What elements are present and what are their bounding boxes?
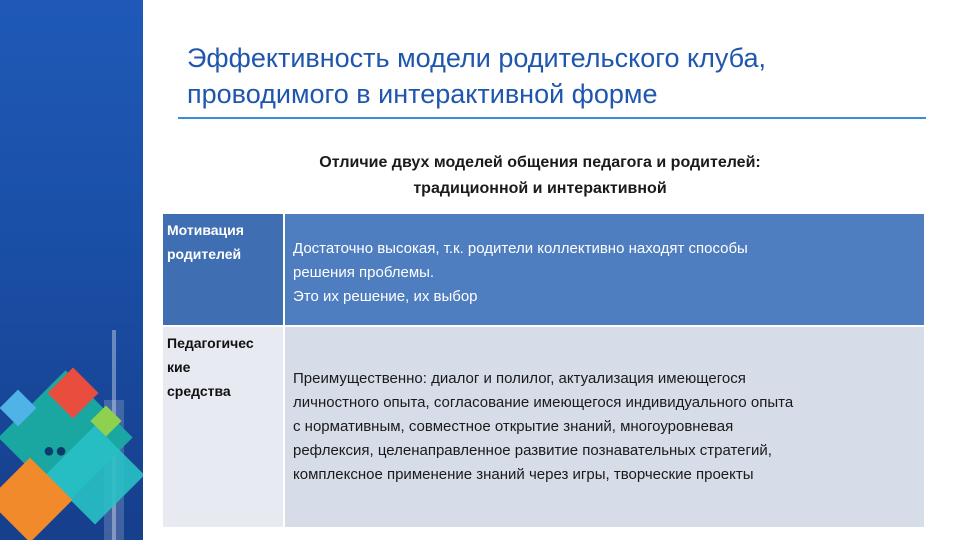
row-header-motivation (163, 214, 285, 325)
row-header-text: родителей (167, 246, 242, 262)
title-underline (178, 117, 926, 119)
row-body-text: решения проблемы. (293, 263, 435, 281)
row-body-pedagogical-means (287, 327, 924, 527)
row-header-text: средства (167, 383, 231, 399)
row-header-text: кие (167, 359, 191, 375)
row-body-motivation (287, 214, 924, 325)
row-body-text: Достаточно высокая, т.к. родители коллективно находят способы (293, 239, 748, 257)
row-body-text: Преимущественно: диалог и полилог, актуализация имеющегося (293, 370, 746, 387)
row-header-text: Педагогичес (167, 335, 254, 351)
row-header-pedagogical-means (163, 327, 285, 527)
table-row (163, 214, 924, 325)
caption-line-2: традиционной и интерактивной (413, 180, 667, 197)
row-body-text: с нормативным, совместное открытие знаний, многоуровневая (293, 418, 734, 435)
caption-line-1: Отличие двух моделей общения педагога и родителей: (319, 154, 761, 171)
comparison-table (163, 214, 924, 527)
row-body-text: Это их решение, их выбор (293, 287, 478, 305)
row-header-text: Мотивация (167, 222, 244, 238)
row-body-text: рефлексия, целенаправленное развитие познавательных стратегий, (293, 442, 772, 459)
row-body-text: личностного опыта, согласование имеющегося индивидуального опыта (293, 394, 794, 411)
table-row (163, 327, 924, 527)
table-caption (230, 150, 850, 202)
row-body-text: комплексное применение знаний через игры, творческие проекты (293, 466, 754, 483)
children-icon: ●● (42, 440, 68, 462)
slide-title: Эффективность модели родительского клуба, проводимого в интерактивной форме (187, 43, 767, 109)
decorative-sidebar (0, 0, 143, 540)
